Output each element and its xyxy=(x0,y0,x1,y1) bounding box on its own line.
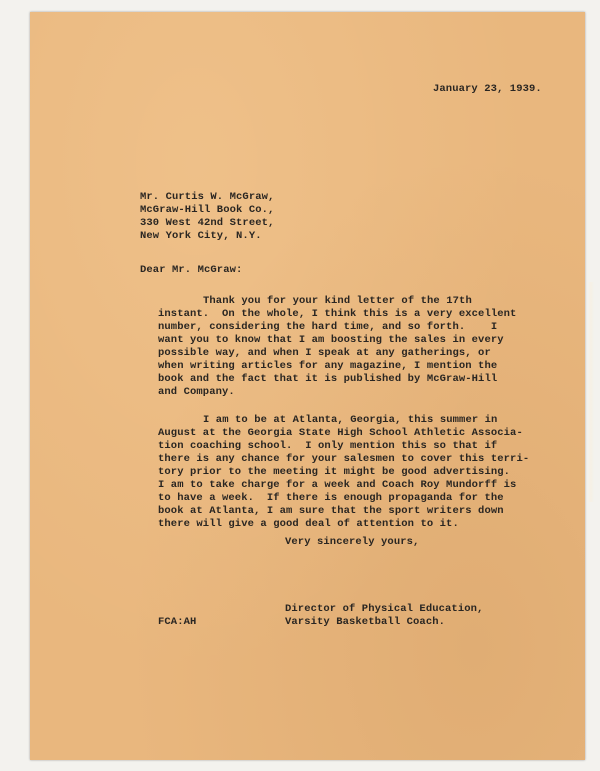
paper-stain xyxy=(588,282,594,502)
paragraph-1-line-8: and Company. xyxy=(158,386,235,398)
paragraph-1-line-5: possible way, and when I speak at any gatherings, or xyxy=(158,347,491,359)
paragraph-1-line-7: book and the fact that it is published by McGraw-Hill xyxy=(158,373,498,385)
closing: Very sincerely yours, xyxy=(285,536,420,548)
paragraph-1-line-4: want you to know that I am boosting the sales in every xyxy=(158,334,504,346)
paragraph-2-line-7: to have a week. If there is enough propaganda for the xyxy=(158,492,504,504)
paragraph-1-line-6: when writing articles for any magazine, I mention the xyxy=(158,360,498,372)
recipient-line-4: New York City, N.Y. xyxy=(140,230,262,242)
paragraph-1-line-2: instant. On the whole, I think this is a very excellent xyxy=(158,308,517,320)
recipient-line-1: Mr. Curtis W. McGraw, xyxy=(140,191,275,203)
paragraph-2-line-1: I am to be at Atlanta, Georgia, this summer in xyxy=(203,414,498,426)
paragraph-2-line-3: tion coaching school. I only mention this so that if xyxy=(158,440,498,452)
paragraph-2-line-2: August at the Georgia State High School Athletic Associa- xyxy=(158,427,523,439)
signature-line-2: Varsity Basketball Coach. xyxy=(285,616,446,628)
salutation: Dear Mr. McGraw: xyxy=(140,264,243,276)
paragraph-1-line-3: number, considering the hard time, and so forth. I xyxy=(158,321,498,333)
paragraph-2-line-4: there is any chance for your salesmen to cover this terri- xyxy=(158,453,530,465)
paragraph-2-line-6: I am to take charge for a week and Coach Roy Mundorff is xyxy=(158,479,517,491)
signature-line-1: Director of Physical Education, xyxy=(285,603,484,615)
paragraph-2-line-5: tory prior to the meeting it might be good advertising. xyxy=(158,466,511,478)
paragraph-2-line-9: there will give a good deal of attention to it. xyxy=(158,518,459,530)
typist-initials: FCA:AH xyxy=(158,616,197,628)
recipient-line-2: McGraw-Hill Book Co., xyxy=(140,204,275,216)
letter-date: January 23, 1939. xyxy=(433,83,542,95)
letter-page xyxy=(30,12,585,760)
paragraph-1-line-1: Thank you for your kind letter of the 17th xyxy=(203,295,472,307)
paragraph-2-line-8: book at Atlanta, I am sure that the sport writers down xyxy=(158,505,504,517)
recipient-line-3: 330 West 42nd Street, xyxy=(140,217,275,229)
